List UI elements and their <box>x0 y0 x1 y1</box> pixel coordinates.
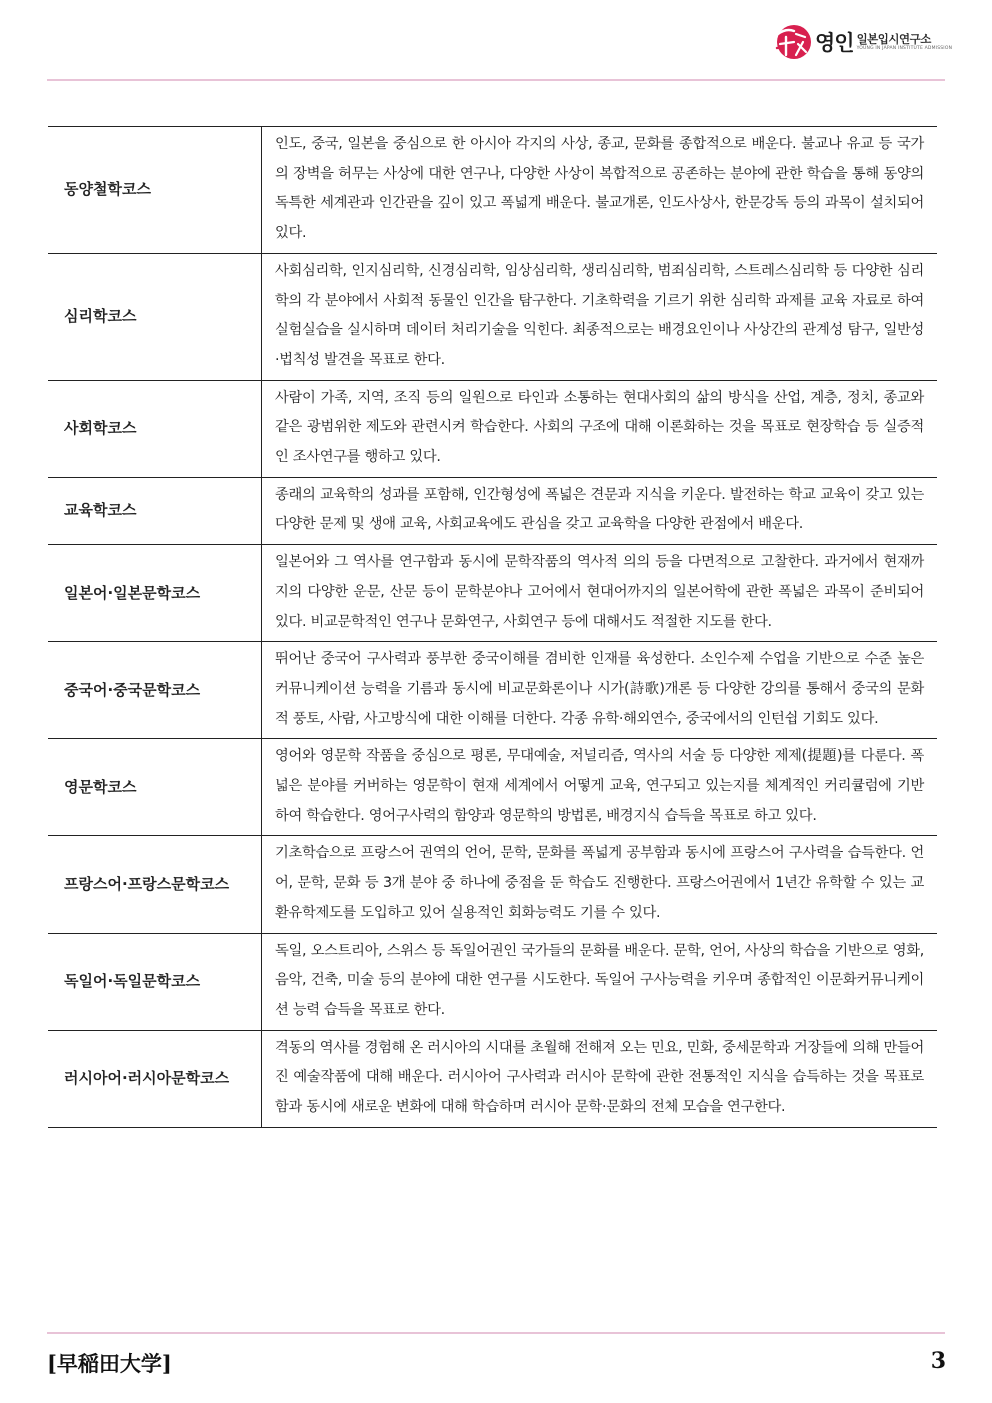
course-description: 기초학습으로 프랑스어 권역의 언어, 문학, 문화를 폭넓게 공부함과 동시에 프랑스어 구사력을 습득한다. 언어, 문학, 문화 등 3개 분야 중 하나에 중점을 둔 학습도 진행한다. 프랑스어권에서 1년간 유학할 수 있는 교환유학제도를 도입하고 있어 실용적인 회화능력도 기를 수 있다. <box>262 836 938 933</box>
logo-text-group <box>857 32 953 52</box>
course-description: 사람이 가족, 지역, 조직 등의 일원으로 타인과 소통하는 현대사회의 삶의 방식을 산업, 계층, 정치, 종교와 같은 광범위한 제도와 관련시켜 학습한다. 사회의 구조에 대해 이론화하는 것을 목표로 현장학습 등 실증적인 조사연구를 행하고 있다. <box>262 380 938 477</box>
course-description: 인도, 중국, 일본을 중심으로 한 아시아 각지의 사상, 종교, 문화를 종합적으로 배운다. 불교나 유교 등 국가의 장벽을 허무는 사상에 대한 연구나, 다양한 사상이 복합적으로 공존하는 분야에 관한 학습을 통해 동양의 독특한 세계관과 인간관을 깊이 있고 폭넓게 배운다. 불교개론, 인도사상사, 한문강독 등의 과목이 설치되어 있다. <box>262 127 938 254</box>
footer-divider <box>47 1332 945 1334</box>
table-row <box>48 545 937 642</box>
calligraphy-seal-icon <box>772 22 812 62</box>
table-row <box>48 933 937 1030</box>
logo-brand-text: 영인 <box>815 31 854 55</box>
course-name: 영문학코스 <box>48 739 262 836</box>
table-row <box>48 1030 937 1127</box>
course-description: 종래의 교육학의 성과를 포함해, 인간형성에 폭넓은 견문과 지식을 키운다. 발전하는 학교 교육이 갖고 있는 다양한 문제 및 생애 교육, 사회교육에도 관심을 갖고 교육학을 다양한 관점에서 배운다. <box>262 477 938 544</box>
institute-logo <box>772 20 952 64</box>
table-row <box>48 477 937 544</box>
course-name: 교육학코스 <box>48 477 262 544</box>
header-divider <box>47 79 945 81</box>
course-table <box>48 126 937 1128</box>
course-description: 뛰어난 중국어 구사력과 풍부한 중국이해를 겸비한 인재를 육성한다. 소인수제 수업을 기반으로 수준 높은 커뮤니케이션 능력을 기름과 동시에 비교문화론이나 시가(詩歌)개론 등 다양한 강의를 통해서 중국의 문화적 풍토, 사람, 사고방식에 대한 이해를 더한다. 각종 유학·해외연수, 중국에서의 인턴쉽 기회도 있다. <box>262 642 938 739</box>
logo-english-tagline: YOUNG IN JAPAN INSTITUTE ADMISSION <box>856 46 953 51</box>
course-name: 일본어·일본문학코스 <box>48 545 262 642</box>
course-name: 프랑스어·프랑스문학코스 <box>48 836 262 933</box>
table-row <box>48 739 937 836</box>
course-name: 러시아어·러시아문학코스 <box>48 1030 262 1127</box>
course-name: 독일어·독일문학코스 <box>48 933 262 1030</box>
course-name: 중국어·중국문학코스 <box>48 642 262 739</box>
logo-subtitle: 일본입시연구소 <box>856 32 931 46</box>
page-header <box>0 0 992 80</box>
table-row <box>48 253 937 380</box>
page-number: 3 <box>930 1348 946 1374</box>
course-name: 사회학코스 <box>48 380 262 477</box>
table-row <box>48 127 937 254</box>
course-description: 사회심리학, 인지심리학, 신경심리학, 임상심리학, 생리심리학, 범죄심리학, 스트레스심리학 등 다양한 심리학의 각 분야에서 사회적 동물인 인간을 탐구한다. 기초학력을 기르기 위한 심리학 과제를 교육 자료로 하여 실험실습을 실시하며 데이터 처리기술을 익힌다. 최종적으로는 배경요인이나 사상간의 관계성 탐구, 일반성·법칙성 발견을 목표로 한다. <box>262 253 938 380</box>
university-name: [早稲田大学] <box>47 1351 172 1376</box>
course-description: 독일, 오스트리아, 스위스 등 독일어권인 국가들의 문화를 배운다. 문학, 언어, 사상의 학습을 기반으로 영화, 음악, 건축, 미술 등의 분야에 대한 연구를 시도한다. 독일어 구사능력을 키우며 종합적인 이문화커뮤니케이션 능력 습득을 목표로 한다. <box>262 933 938 1030</box>
course-name: 심리학코스 <box>48 253 262 380</box>
course-description: 영어와 영문학 작품을 중심으로 평론, 무대예술, 저널리즘, 역사의 서술 등 다양한 제제(提題)를 다룬다. 폭넓은 분야를 커버하는 영문학이 현재 세계에서 어떻게 교육, 연구되고 있는지를 체계적인 커리큘럼에 기반하여 학습한다. 영어구사력의 함양과 영문학의 방법론, 배경지식 습득을 목표로 하고 있다. <box>262 739 938 836</box>
table-row <box>48 836 937 933</box>
course-name: 동양철학코스 <box>48 127 262 254</box>
course-description: 일본어와 그 역사를 연구함과 동시에 문학작품의 역사적 의의 등을 다면적으로 고찰한다. 과거에서 현재까지의 다양한 운문, 산문 등이 문학분야나 고어에서 현대어까지의 일본어학에 관한 폭넓은 과목이 준비되어 있다. 비교문학적인 연구나 문화연구, 사회연구 등에 대해서도 적절한 지도를 한다. <box>262 545 938 642</box>
table-row <box>48 380 937 477</box>
table-row <box>48 642 937 739</box>
course-description: 격동의 역사를 경험해 온 러시아의 시대를 초월해 전해져 오는 민요, 민화, 중세문학과 거장들에 의해 만들어진 예술작품에 대해 배운다. 러시아어 구사력과 러시아 문학에 관한 전통적인 지식을 습득하는 것을 목표로 함과 동시에 새로운 변화에 대해 학습하며 러시아 문학·문화의 전체 모습을 연구한다. <box>262 1030 938 1127</box>
